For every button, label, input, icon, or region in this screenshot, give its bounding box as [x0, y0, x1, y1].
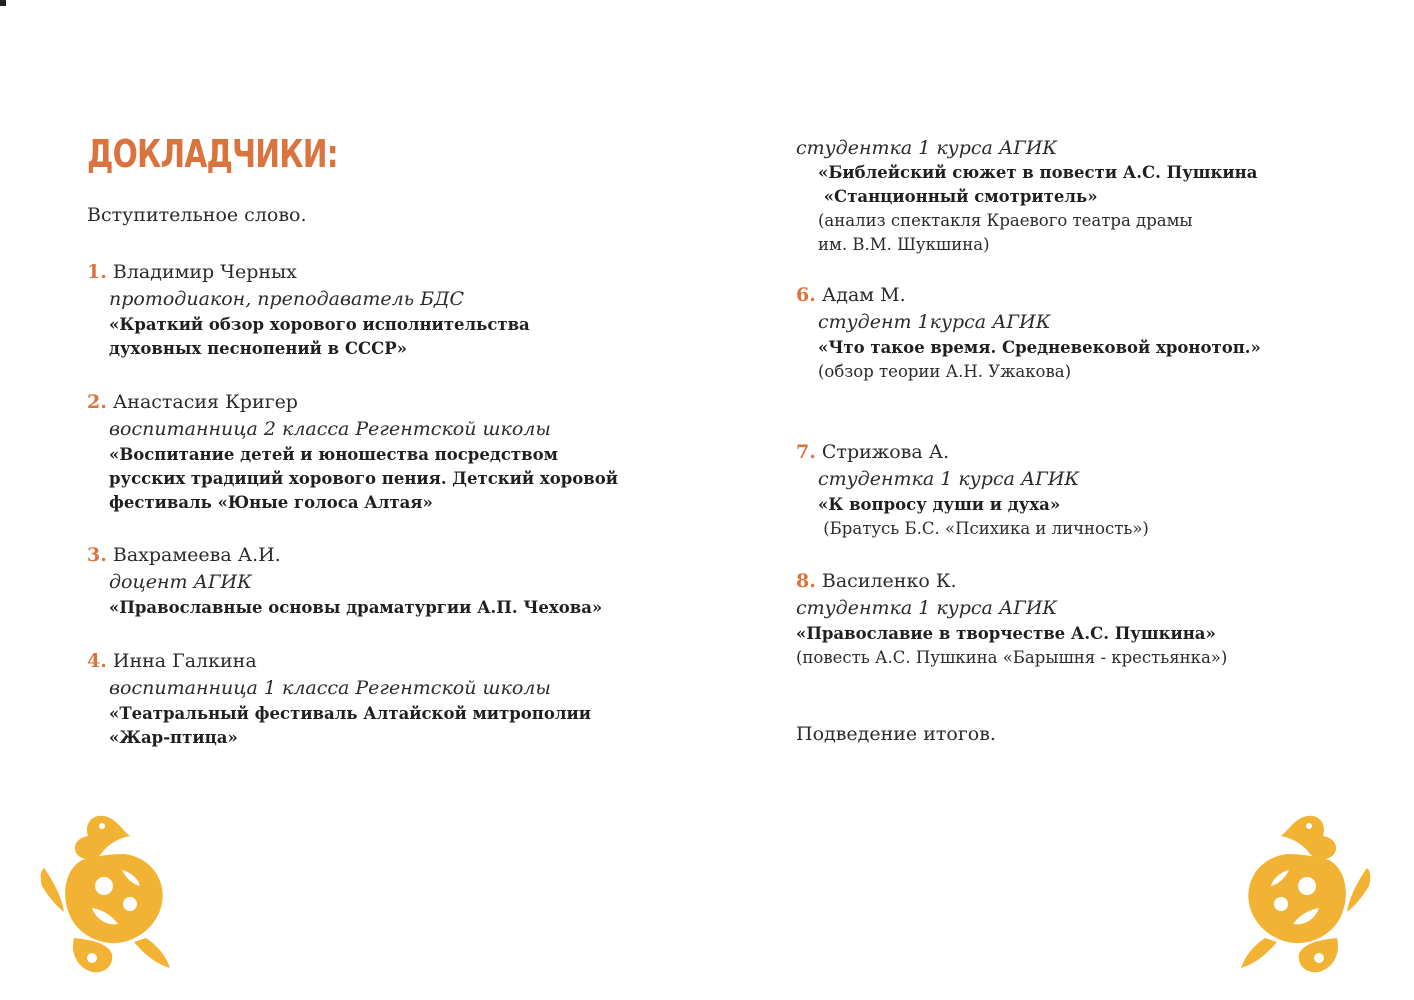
speaker-name: Стрижова А.: [821, 441, 950, 463]
corner-mark: [0, 0, 6, 6]
speaker-number: 1.: [87, 261, 107, 283]
speaker-name-line: [796, 567, 1396, 595]
speaker-name: Адам М.: [821, 284, 906, 306]
bird-ornament-icon: [1227, 808, 1377, 978]
intro-text: Вступительное слово.: [87, 204, 307, 226]
speaker-role: студентка 1 курса АГИК: [818, 468, 1080, 490]
speaker-entry: [87, 541, 687, 620]
speaker-name: Инна Галкина: [112, 650, 257, 672]
speaker-role: студентка 1 курса АГИК: [796, 597, 1058, 619]
talk-title-line: духовных песнопений в СССР»: [109, 339, 407, 358]
speaker-number: 7.: [796, 441, 816, 463]
talk-title-line: «Краткий обзор хорового исполнительства: [109, 315, 530, 334]
speaker-role: воспитанница 1 класса Регентской школы: [109, 677, 551, 699]
speaker-name-line: [796, 281, 1396, 309]
talk-note-line: (анализ спектакля Краевого театра драмы: [818, 211, 1193, 230]
speaker-number: 6.: [796, 284, 816, 306]
speaker-entry: [796, 438, 1396, 541]
talk-note-line: (обзор теории А.Н. Ужакова): [818, 362, 1072, 381]
talk-title-line: «Библейский сюжет в повести А.С. Пушкина: [818, 163, 1258, 182]
talk-title-line: «Православные основы драматургии А.П. Чехова»: [109, 598, 603, 617]
speaker-number: 8.: [796, 570, 816, 592]
speaker-entry: [796, 567, 1396, 670]
speaker-role: студент 1курса АГИК: [818, 311, 1051, 333]
talk-note-line: им. В.М. Шукшина): [818, 235, 990, 254]
speaker-role: протодиакон, преподаватель БДС: [109, 288, 465, 310]
talk-note-line: (Братусь Б.С. «Психика и личность»): [818, 519, 1149, 538]
speaker-number: 2.: [87, 391, 107, 413]
talk-note-line: (повесть А.С. Пушкина «Барышня - крестьянка»): [796, 648, 1228, 667]
speaker-entry: [796, 281, 1396, 384]
speaker-name-line: [87, 258, 687, 286]
speaker-entry: [87, 388, 687, 515]
speaker-name: Василенко К.: [821, 570, 957, 592]
speaker-name: Вахрамеева А.И.: [112, 544, 281, 566]
talk-title-line: фестиваль «Юные голоса Алтая»: [109, 493, 433, 512]
speaker-role: воспитанница 2 класса Регентской школы: [109, 418, 551, 440]
talk-note: [818, 209, 1378, 257]
speaker-role: студентка 1 курса АГИК: [796, 137, 1058, 159]
talk-title-line: «Что такое время. Средневековой хронотоп.»: [818, 338, 1261, 357]
talk-title-line: «Театральный фестиваль Алтайской митрополии: [109, 704, 591, 723]
talk-title-line: «Воспитание детей и юношества посредством: [109, 445, 558, 464]
speaker-name-line: [87, 388, 687, 416]
speaker-name-line: [87, 541, 687, 569]
speaker-name: Владимир Черных: [112, 261, 297, 283]
talk-title-line: «К вопросу души и духа»: [818, 495, 1061, 514]
speaker-entry: [87, 647, 687, 750]
talk-title-line: русских традиций хорового пения. Детский хоровой: [109, 469, 618, 488]
speaker-entry: [87, 258, 687, 361]
talk-title: [818, 161, 1378, 209]
speaker-number: 3.: [87, 544, 107, 566]
speaker-role: доцент АГИК: [109, 571, 252, 593]
talk-title-line: «Православие в творчестве А.С. Пушкина»: [796, 624, 1216, 643]
speaker-name-line: [87, 647, 687, 675]
closing-text: Подведение итогов.: [796, 723, 996, 745]
talk-title-line: «Жар-птица»: [109, 728, 238, 747]
talk-title-line: «Станционный смотритель»: [818, 187, 1098, 206]
bird-ornament-icon: [34, 808, 184, 978]
right-page: [707, 0, 1414, 1000]
page-heading: ДОКЛАДЧИКИ:: [87, 132, 338, 176]
speaker-name: Анастасия Кригер: [112, 391, 298, 413]
speaker-number: 4.: [87, 650, 107, 672]
speaker-name-line: [796, 438, 1396, 466]
